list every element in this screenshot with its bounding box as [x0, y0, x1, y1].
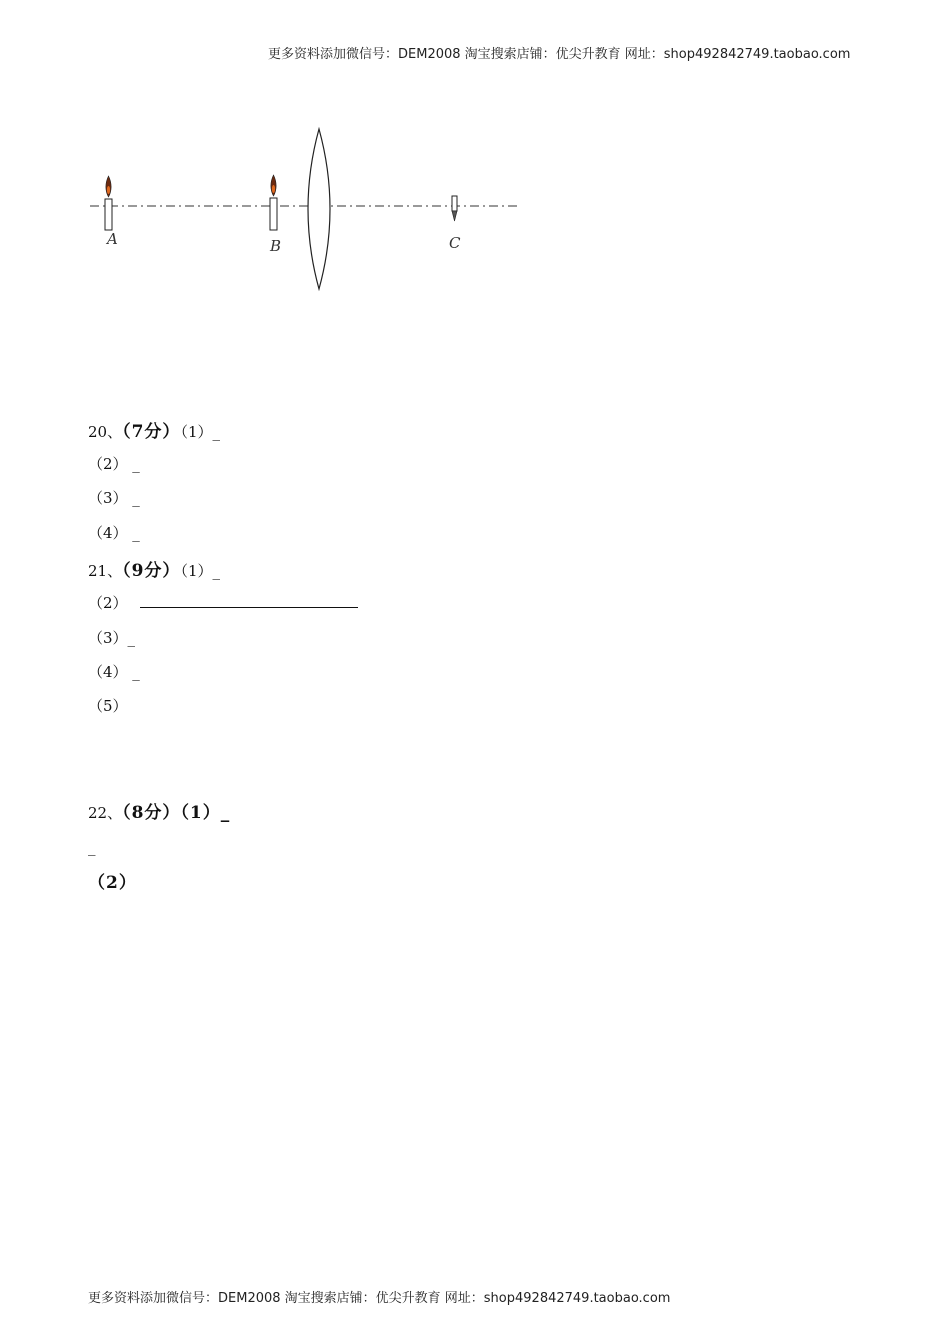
q22-line1	[88, 798, 230, 823]
q22-part2: （2）	[88, 873, 137, 893]
q21-part4: （4） _	[88, 663, 140, 681]
q21-part2-line	[88, 592, 358, 613]
answer-blank	[140, 593, 358, 608]
q20-points: （7分）	[122, 422, 181, 442]
label-c: C	[449, 234, 461, 252]
object-c	[452, 196, 457, 221]
q22-number: 22、	[88, 804, 123, 822]
q21-part5: （5）	[88, 697, 128, 715]
q20-number: 20、	[88, 423, 123, 441]
label-a: A	[107, 230, 118, 248]
q22-part1: （1）_	[180, 803, 231, 823]
q20-part2: （2） _	[88, 455, 140, 473]
optics-diagram	[88, 125, 528, 300]
q20-part1: （1）_	[180, 423, 220, 441]
q21-part1: （1）_	[180, 562, 220, 580]
q20-part4: （4） _	[88, 524, 140, 542]
q22-points: （8分）	[122, 803, 181, 823]
q21-number: 21、	[88, 562, 123, 580]
page-footer: 更多资料添加微信号：DEM2008 淘宝搜索店铺：优尖升教育 网址：shop492842749.taobao.com	[88, 1291, 671, 1306]
page-header: 更多资料添加微信号：DEM2008 淘宝搜索店铺：优尖升教育 网址：shop492842749.taobao.com	[268, 47, 851, 62]
q21-points: （9分）	[122, 561, 181, 581]
q21-part3: （3）_	[88, 629, 136, 647]
q21-line1	[88, 556, 220, 581]
candle-b	[270, 175, 277, 230]
q22-continuation: _	[88, 838, 96, 856]
candle-a	[105, 176, 112, 230]
label-b: B	[270, 237, 282, 255]
q20-part3: （3） _	[88, 489, 140, 507]
convex-lens	[308, 129, 330, 289]
q20-line1	[88, 417, 220, 442]
q21-part2: （2）	[88, 594, 128, 612]
